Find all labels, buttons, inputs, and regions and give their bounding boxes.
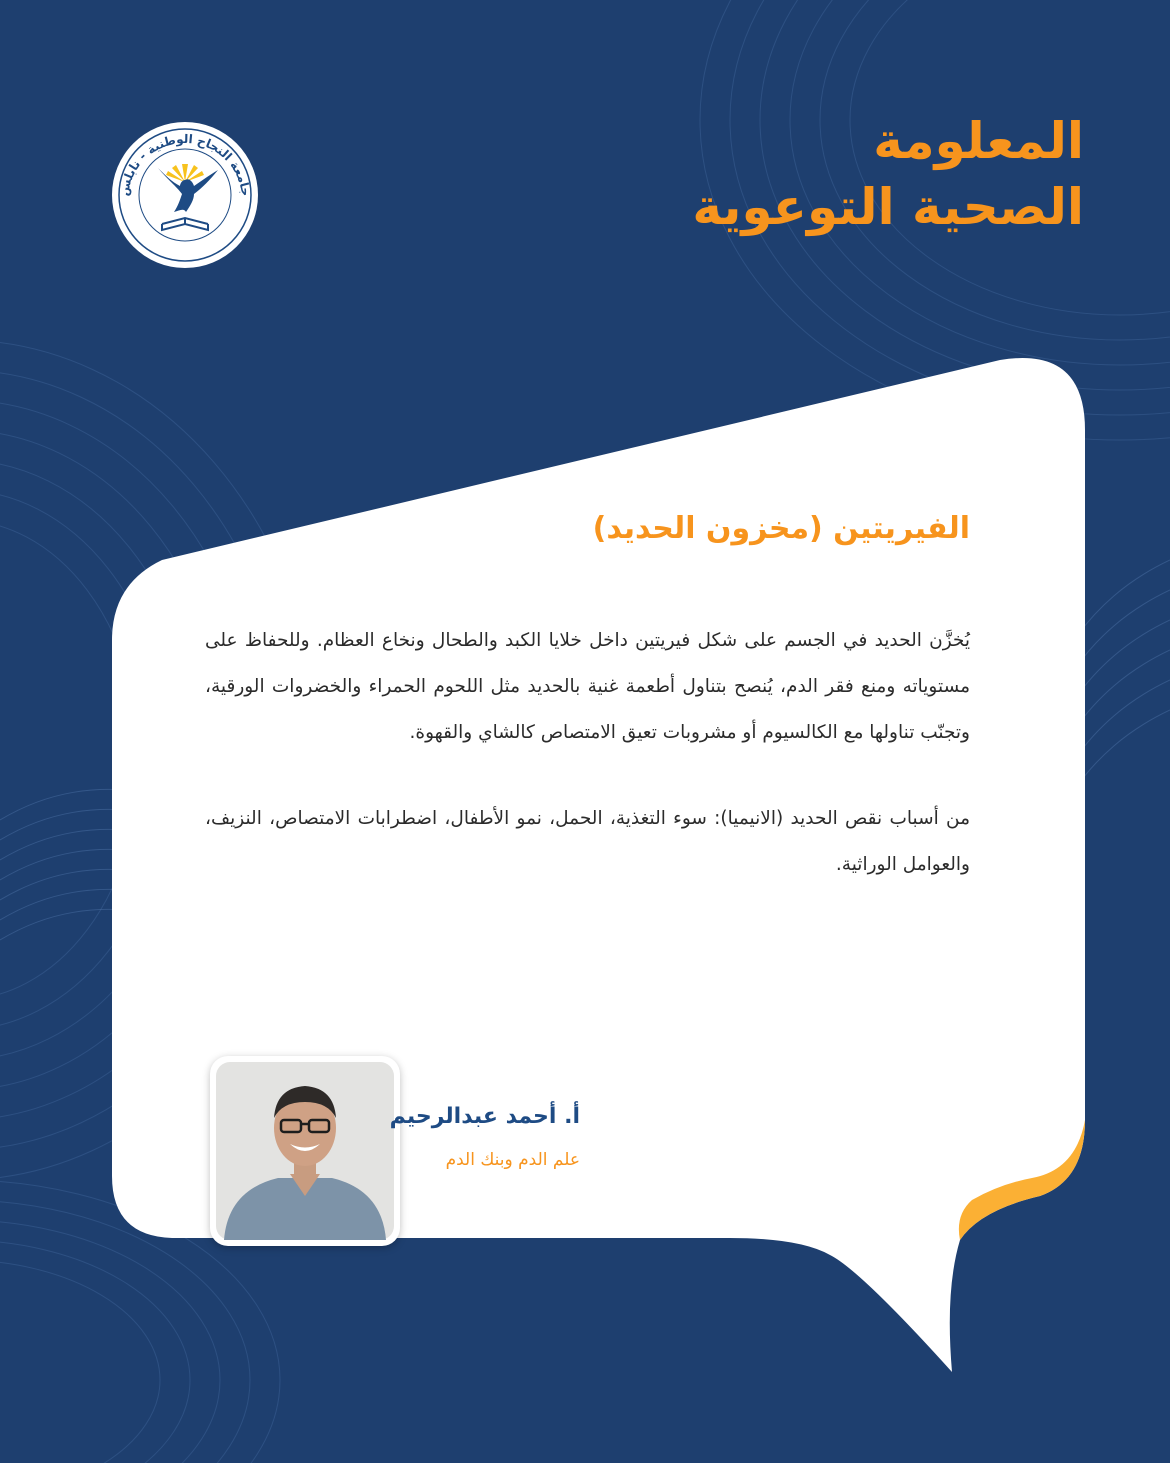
author-name: أ. أحمد عبدالرحيم <box>389 1104 580 1129</box>
author-photo <box>210 1056 400 1246</box>
title-line-2: الصحية التوعوية <box>692 178 1084 236</box>
article-paragraph-1: يُخزَّن الحديد في الجسم على شكل فيريتين داخل خلايا الكبد والطحال ونخاع العظام. وللحفاظ على مستوياته ومنع فقر الدم، يُنصح بتناول أطعمة غنية بالحديد مثل اللحوم الحمراء والخضروات الورقية، وتجنّب تناولها مع الكالسيوم أو مشروبات تعيق الامتصاص كالشاي والقهوة. <box>205 630 970 743</box>
article <box>205 500 970 888</box>
author-portrait-icon <box>210 1056 400 1246</box>
article-title: الفيريتين (مخزون الحديد) <box>592 511 970 546</box>
title-line-1: المعلومة <box>873 112 1084 170</box>
author-role: علم الدم وبنك الدم <box>445 1150 580 1170</box>
article-paragraph-2: من أسباب نقص الحديد (الانيميا): سوء التغذية، الحمل، نمو الأطفال، اضطرابات الامتصاص، النزيف، والعوامل الوراثية. <box>205 808 970 875</box>
seal-text: جامعة النجاح الوطنية - نابلس <box>116 131 253 198</box>
